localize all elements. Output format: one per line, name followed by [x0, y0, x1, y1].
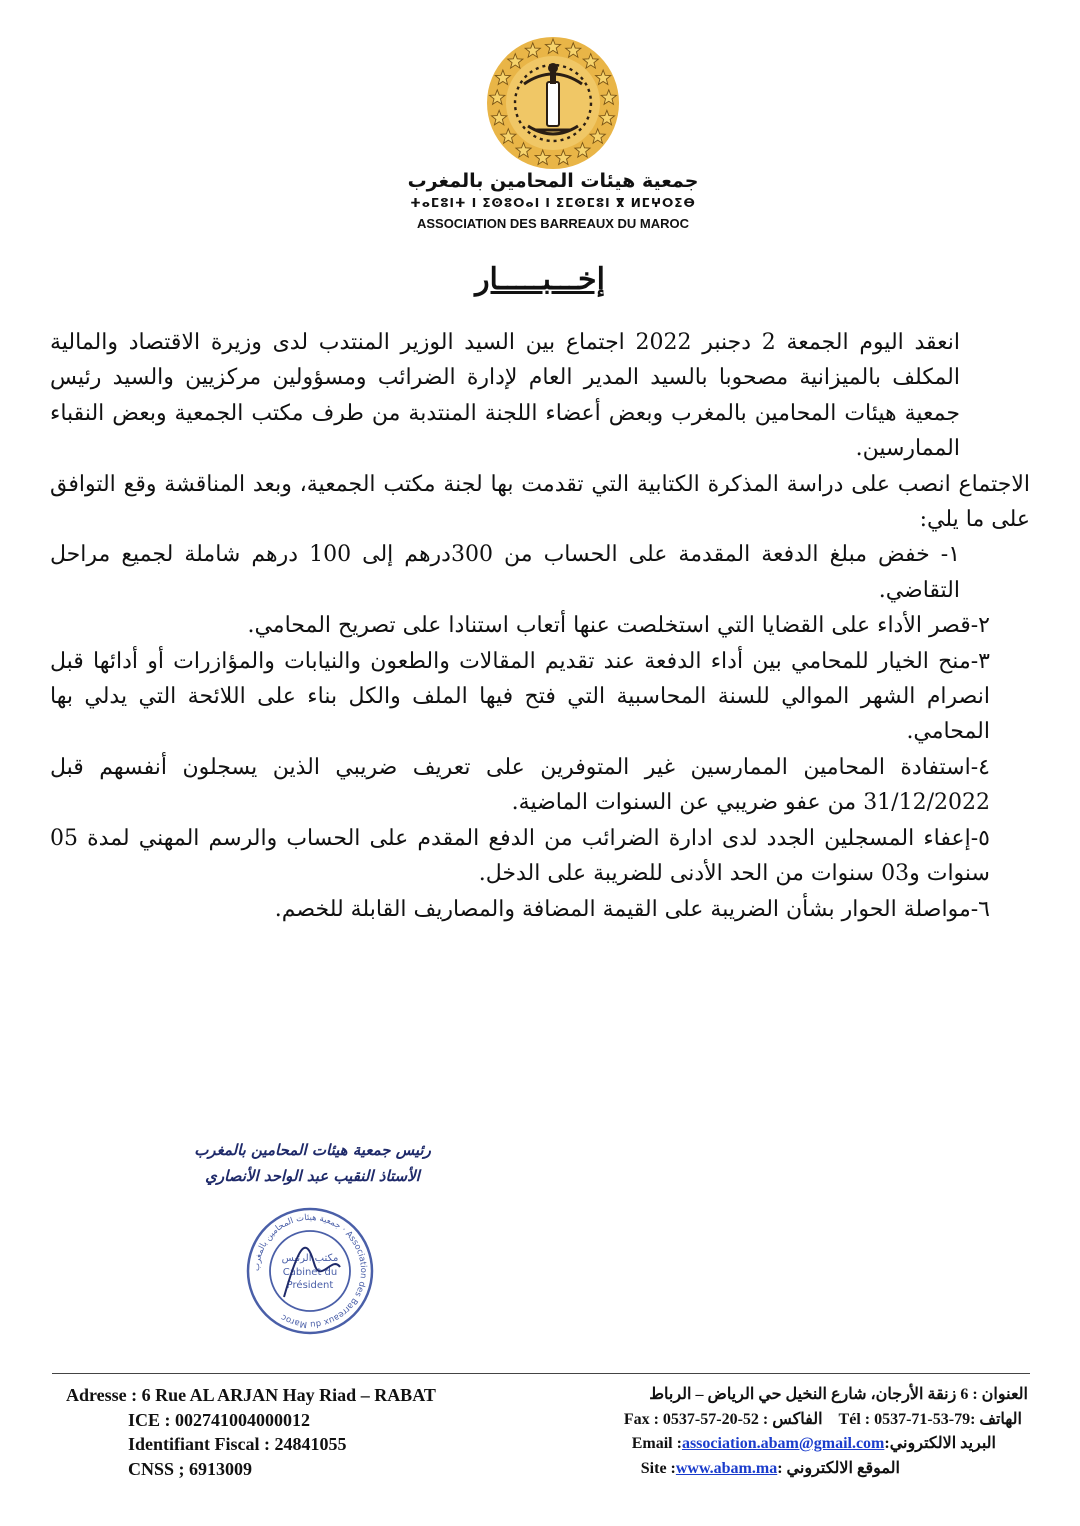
footer-address-fr: Adresse : 6 Rue AL ARJAN Hay Riad – RABAT	[66, 1385, 436, 1405]
footer-ice: ICE : 002741004000012	[128, 1409, 311, 1430]
phone-label-ar: الهاتف :	[970, 1410, 1022, 1428]
footer-left	[66, 1383, 526, 1481]
stamp-center-fr-2: Président	[286, 1280, 334, 1291]
stamp-center-arabic: مكتب الرئيس	[281, 1253, 339, 1264]
footer-fiscal-id: Identifiant Fiscal : 24841055	[128, 1434, 347, 1454]
meeting-paragraph: الاجتماع انصب على دراسة المذكرة الكتابية التي تقدمت بها لجنة مكتب الجمعية، وبعد المناقشة وقع التوافق على ما يلي:	[50, 471, 1030, 533]
footer-site	[500, 1457, 1028, 1482]
list-item: ٣-منح الخيار للمحامي بين أداء الدفعة عند تقديم المقالات والطعون والنيابات والمؤازرات أو أدائها قبل انصرام الشهر الموالي للسنة المحاسبية التي فتح فيها الملف والكل بناء على اللائحة التي يدلي بها المحامي.	[50, 648, 990, 745]
footer-cnss: CNSS ; 6913009	[128, 1458, 253, 1479]
phone-number: 0537-71-53-79	[874, 1410, 971, 1428]
official-stamp	[244, 1205, 376, 1337]
list-item: ١- خفض مبلغ الدفعة المقدمة على الحساب من 300درهم إلى 100 درهم شاملة لجميع مراحل التقاضي.	[50, 542, 961, 603]
signature-name: الأستاذ النقيب عبد الواحد الأنصاري	[205, 1167, 420, 1185]
site-link[interactable]: www.abam.ma	[675, 1459, 778, 1477]
document-body	[50, 325, 1030, 927]
email-label-ar: البريد الالكتروني:	[884, 1435, 996, 1452]
org-name-french: ASSOCIATION DES BARREAUX DU MAROC	[416, 216, 690, 231]
fax-label-ar: الفاكس :	[762, 1410, 823, 1428]
footer-email	[500, 1432, 1028, 1457]
footer-address-ar: العنوان : 6 زنقة الأرجان، شارع النخيل حي الرياض – الرباط	[649, 1386, 1028, 1403]
footer-right	[500, 1383, 1028, 1481]
list-item: ٤-استفادة المحامين الممارسين غير المتوفرين على تعريف ضريبي الذين يسجلون أنفسهم قبل 31/12/2022 من عفو ضريبي عن السنوات الماضية.	[50, 754, 990, 816]
list-item: ٦-مواصلة الحوار بشأن الضريبة على القيمة المضافة والمصاريف القابلة للخصم.	[274, 896, 990, 922]
stamp-ring-text: جمعية هيئات المحامين بالمغرب · Association des Barreaux du Maroc	[251, 1212, 369, 1330]
stamp-center-fr-1: Cabinet du	[282, 1267, 338, 1278]
fax-label-fr: : Fax	[623, 1410, 659, 1428]
footer-divider	[52, 1373, 1030, 1374]
signature-block	[170, 1137, 455, 1189]
site-label-fr: : Site	[640, 1459, 676, 1477]
phone-label-fr: : Tél	[838, 1410, 871, 1428]
fax-number: 0537-57-20-52	[662, 1410, 759, 1428]
list-item: ٥-إعفاء المسجلين الجدد لدى ادارة الضرائب من الدفع المقدم على الحساب والرسم المهني لمدة 05 سنوات و03 سنوات من الحد الأدنى للضريبة على الدخل.	[50, 825, 990, 887]
email-label-fr: : Email	[631, 1435, 682, 1452]
list-item: ٢-قصر الأداء على القضايا التي استخلصت عنها أتعاب استنادا على تصريح المحامي.	[247, 613, 990, 639]
association-logo	[484, 34, 622, 172]
signature-title: رئيس جمعية هيئات المحامين بالمغرب	[194, 1141, 431, 1159]
document-title: إخـــبـــــار	[475, 262, 605, 297]
email-link[interactable]: association.abam@gmail.com	[681, 1435, 885, 1452]
footer-phone-fax	[500, 1408, 1028, 1433]
org-name-arabic: جمعية هيئات المحامين بالمغرب	[407, 170, 699, 192]
intro-paragraph: انعقد اليوم الجمعة 2 دجنبر 2022 اجتماع بين السيد الوزير المنتدب لدى وزيرة الاقتصاد والمالية المكلف بالميزانية مصحوبا بالسيد المدير العام لإدارة الضرائب ومسؤولين مركزيين والسيد رئيس جمعية هيئات المحامين بالمغرب وبعض أعضاء اللجنة المنتدبة من طرف مكتب الجمعية وبعض النقباء الممارسين.	[50, 330, 960, 462]
org-name-tifinagh: ⵜⴰⵎⵓⵏⵜ ⵏ ⵉⵙⵓⵔⴰⵏ ⵏ ⵉⵎⵙⵎⵓⵏ ⴳ ⵍⵎⵖⵔⵉⴱ	[410, 196, 696, 210]
site-label-ar: الموقع الالكتروني :	[777, 1459, 900, 1477]
